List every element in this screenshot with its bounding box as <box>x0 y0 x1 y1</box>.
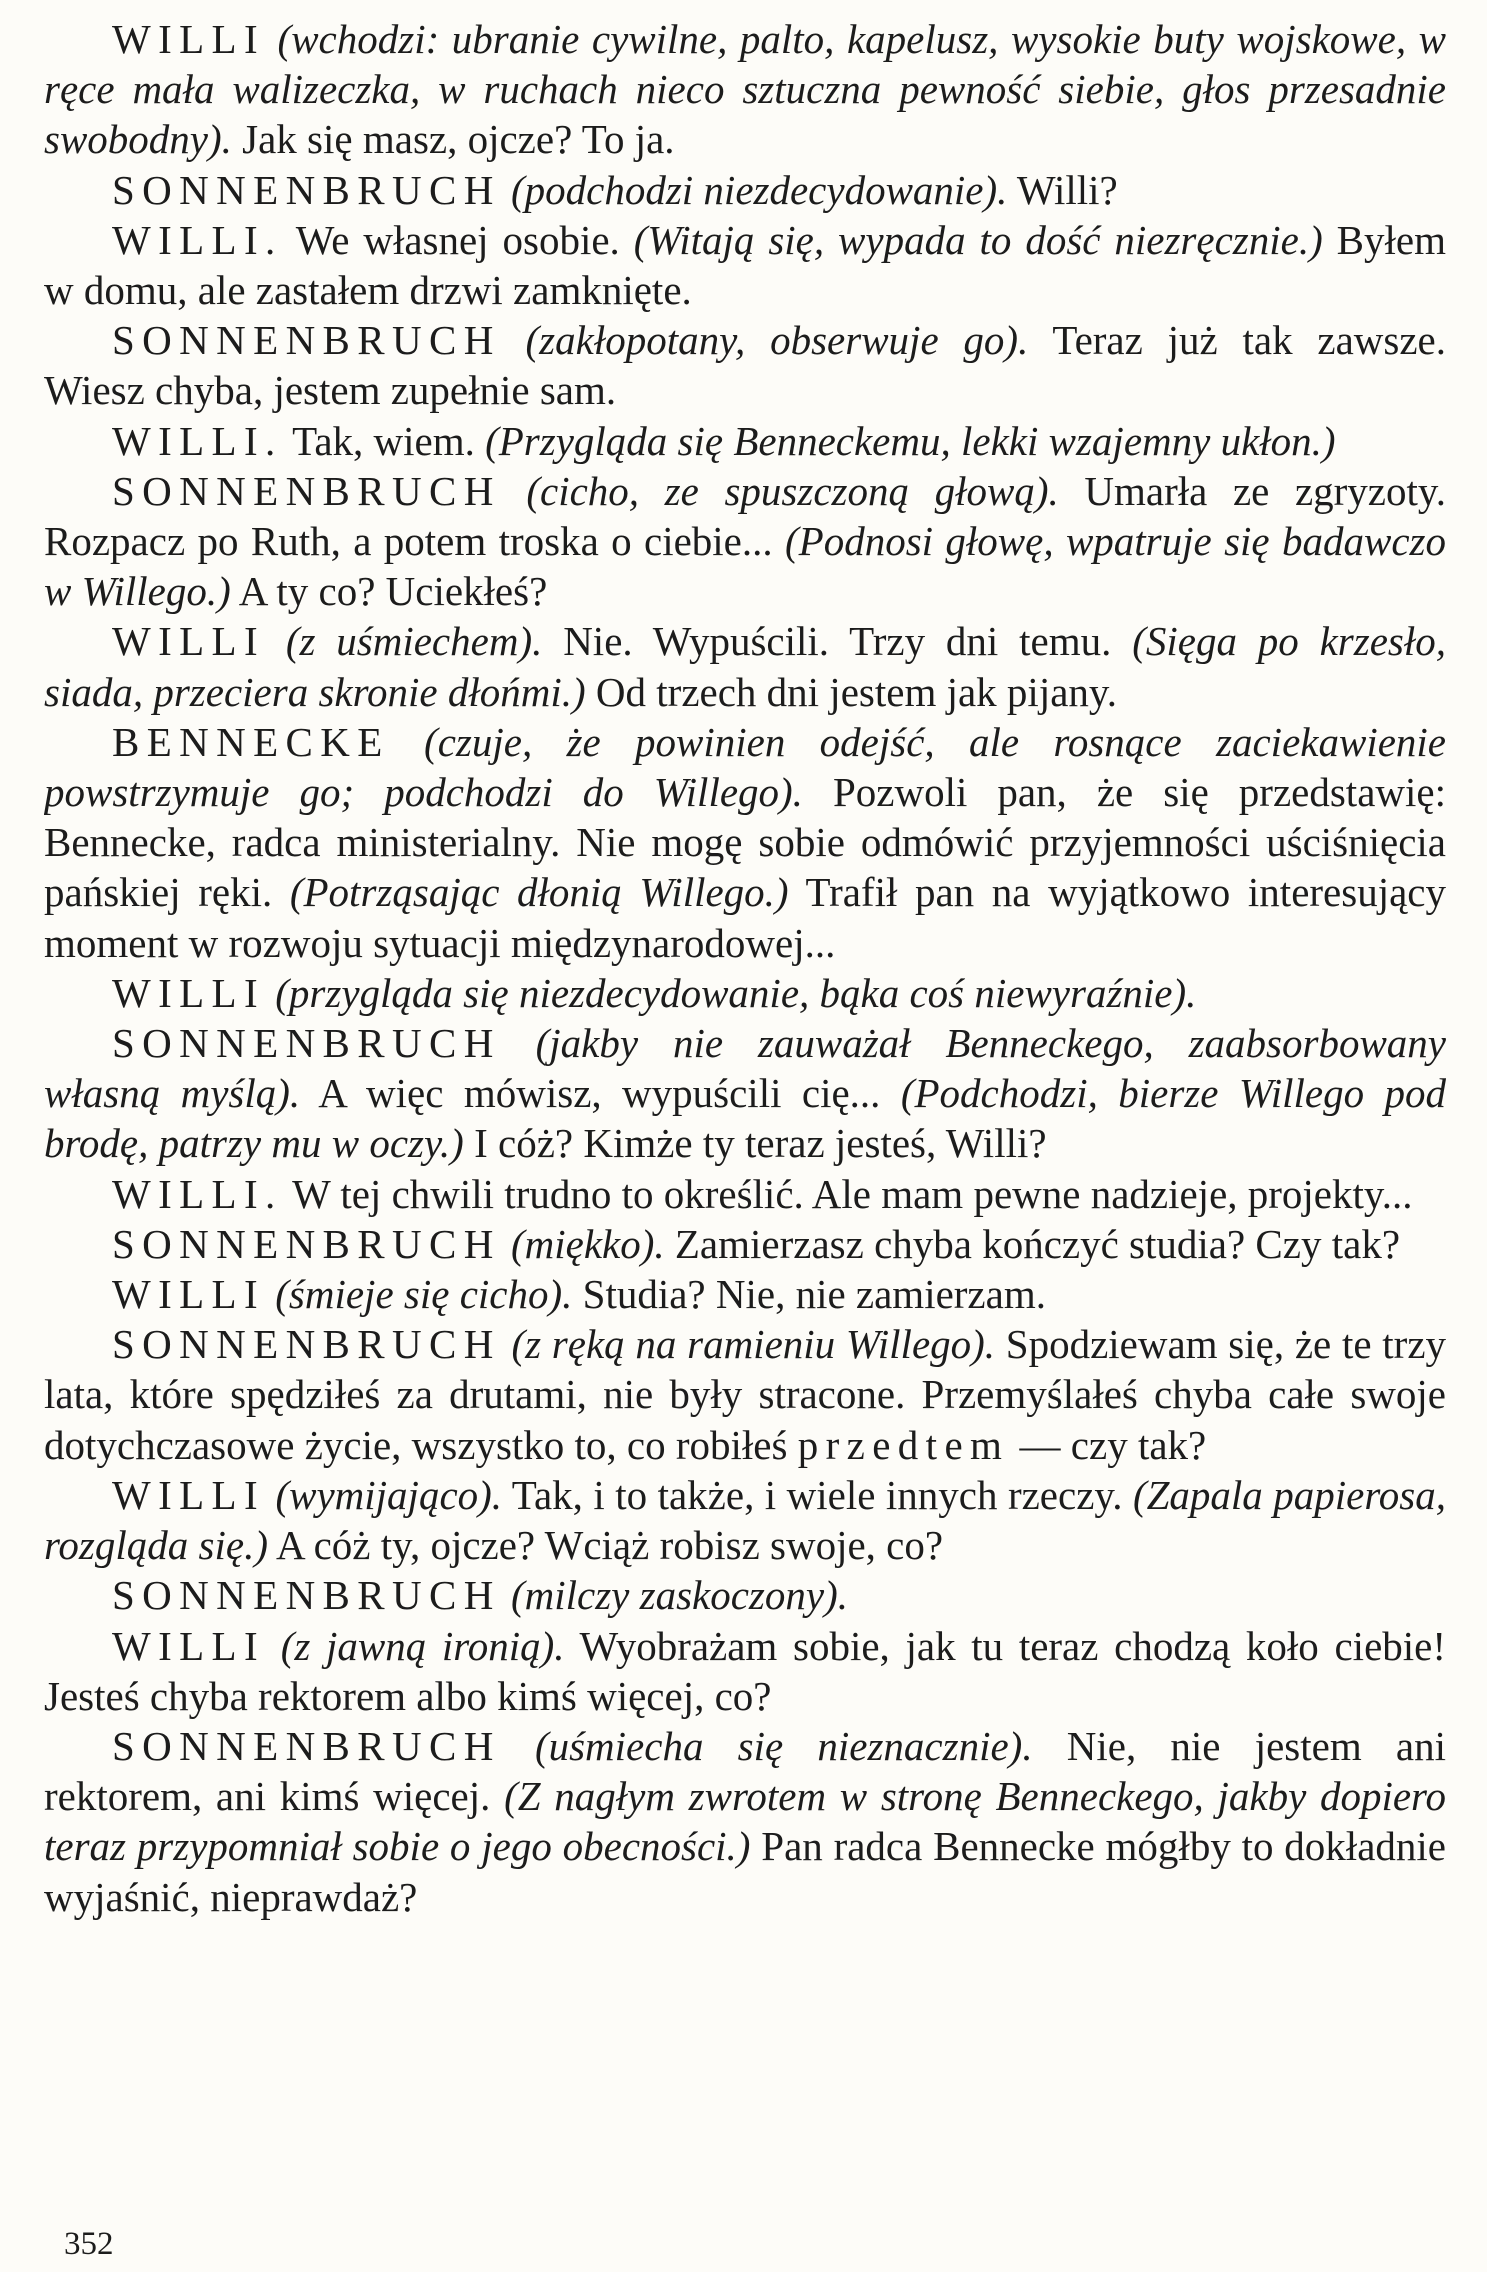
dialogue-paragraph <box>44 315 1446 415</box>
speaker-name: BENNECKE <box>112 718 390 765</box>
stage-direction: (cicho, ze spuszczoną głową). <box>526 467 1059 514</box>
dialogue-text: Pan radca Bennecke mógłby to dokładnie wyjaśnić, nieprawdaż? <box>44 1823 1446 1920</box>
stage-direction: (Witają się, wypada to dość niezręcznie.) <box>633 216 1323 263</box>
dialogue-paragraph <box>44 165 1446 215</box>
speaker-name: SONNENBRUCH <box>112 166 501 213</box>
dialogue-paragraph <box>44 1319 1446 1470</box>
speaker-name: SONNENBRUCH <box>112 1722 501 1769</box>
dialogue-paragraph <box>44 1621 1446 1721</box>
dialogue-text: Tak, i to także, i wiele innych rzeczy. <box>502 1471 1133 1518</box>
stage-direction: (Podnosi głowę, wpatruje się badawczo w Willego.) <box>44 518 1446 615</box>
dialogue-text: W tej chwili trudno to określić. Ale mam pewne nadzieje, projekty... <box>282 1170 1413 1217</box>
dialogue-text <box>390 719 424 765</box>
dialogue-paragraph <box>44 1018 1446 1169</box>
dialogue-text <box>501 468 527 514</box>
dialogue-text: Zamierzasz chyba kończyć studia? Czy tak? <box>664 1220 1401 1267</box>
page-body <box>44 14 1446 2174</box>
dialogue-text <box>265 16 278 62</box>
dialogue-paragraph <box>44 1219 1446 1269</box>
stage-direction: (Przygląda się Benneckemu, lekki wzajemny ukłon.) <box>485 417 1336 464</box>
dialogue-text: — czy tak? <box>1009 1421 1207 1468</box>
stage-direction: (milczy zaskoczony). <box>510 1572 848 1619</box>
stage-direction: (przygląda się niezdecydowanie, bąka coś niewyraźnie). <box>275 969 1197 1016</box>
dialogue-text: I cóż? Kimże ty teraz jesteś, Willi? <box>463 1120 1047 1167</box>
speaker-name: WILLI. <box>112 216 283 263</box>
speaker-name: WILLI <box>112 1271 265 1318</box>
speaker-name: SONNENBRUCH <box>112 1020 501 1067</box>
dialogue-paragraph <box>44 14 1446 165</box>
speaker-name: SONNENBRUCH <box>112 467 501 514</box>
dialogue-text: Willi? <box>1007 166 1118 213</box>
stage-direction: (wymijająco). <box>275 1471 503 1518</box>
stage-direction: (czuje, że powinien odejść, ale rosnące zaciekawienie powstrzymuje go; podchodzi do Willego). <box>44 718 1446 816</box>
dialogue-text: Nie, nie jestem ani rektorem, ani kimś więcej. <box>44 1722 1446 1820</box>
speaker-name: WILLI. <box>112 417 283 464</box>
speaker-name: SONNENBRUCH <box>112 1220 501 1267</box>
dialogue-paragraph <box>44 1470 1446 1570</box>
speaker-name: SONNENBRUCH <box>112 317 501 364</box>
dialogue-text <box>265 1623 281 1669</box>
dialogue-text: Trafił pan na wyjątkowo interesujący moment w rozwoju sytuacji międzynarodowej... <box>44 869 1446 966</box>
dialogue-paragraph <box>44 1169 1446 1219</box>
dialogue-paragraph <box>44 616 1446 716</box>
dialogue-text: Byłem w domu, ale zastałem drzwi zamknięte. <box>44 216 1446 314</box>
dialogue-text: A ty co? Uciekłeś? <box>230 568 548 615</box>
dialogue-text: Tak, wiem. <box>282 417 486 464</box>
dialogue-text <box>501 167 511 213</box>
stage-direction: (śmieje się cicho). <box>275 1271 573 1318</box>
dialogue-paragraph <box>44 1269 1446 1319</box>
dialogue-text <box>265 1271 275 1317</box>
dialogue-text <box>265 970 275 1016</box>
dialogue-text: We własnej osobie. <box>282 216 634 263</box>
stage-direction: (podchodzi niezdecydowanie). <box>510 166 1008 213</box>
dialogue-text: Jak się masz, ojcze? To ja. <box>231 116 675 163</box>
dialogue-text <box>265 618 286 664</box>
speaker-name: WILLI <box>112 16 265 62</box>
dialogue-paragraph <box>44 1721 1446 1922</box>
dialogue-paragraph <box>44 968 1446 1018</box>
dialogue-text: A cóż ty, ojcze? Wciąż robisz swoje, co? <box>267 1522 944 1569</box>
dialogue-text <box>265 1472 275 1518</box>
dialogue-text: Wyobrażam sobie, jak tu teraz chodzą koło ciebie! Jesteś chyba rektorem albo kimś więcej, co? <box>44 1622 1446 1719</box>
dialogue-text <box>501 1020 536 1066</box>
stage-direction: (Potrząsając dłonią Willego.) <box>289 869 789 916</box>
dialogue-text <box>501 1221 511 1267</box>
stage-direction: (Zapala papierosa, rozgląda się.) <box>44 1471 1446 1569</box>
speaker-name: SONNENBRUCH <box>112 1321 501 1368</box>
speaker-name: WILLI <box>112 1622 265 1669</box>
dialogue-text: Teraz już tak zawsze. Wiesz chyba, jestem zupełnie sam. <box>44 317 1446 414</box>
stage-direction: (z uśmiechem). <box>285 618 543 665</box>
dialogue-paragraph <box>44 717 1446 968</box>
dialogue-text <box>501 317 526 363</box>
dialogue-text: Pozwoli pan, że się przedstawię: Bennecke, radca ministerialny. Nie mogę sobie odmówić przyjemności uściśnięcia pańskiej ręki. <box>44 769 1446 916</box>
dialogue-text <box>501 1723 535 1769</box>
speaker-name: WILLI <box>112 618 265 665</box>
speaker-name: WILLI. <box>112 1170 283 1217</box>
stage-direction: (miękko). <box>510 1220 665 1267</box>
stage-direction: (Podchodzi, bierze Willego pod brodę, patrzy mu w oczy.) <box>44 1070 1446 1167</box>
page-number: 352 <box>64 2226 114 2262</box>
dialogue-text: A więc mówisz, wypuścili cię... <box>300 1070 901 1117</box>
speaker-name: SONNENBRUCH <box>112 1572 501 1619</box>
stage-direction: (Sięga po krzesło, siada, przeciera skronie dłońmi.) <box>44 618 1446 715</box>
spaced-emphasis: przedtem <box>797 1421 1010 1468</box>
dialogue-paragraph <box>44 416 1446 466</box>
dialogue-text <box>501 1572 511 1618</box>
dialogue-paragraph <box>44 215 1446 315</box>
dialogue-text <box>501 1321 512 1367</box>
stage-direction: (zakłopotany, obserwuje go). <box>525 317 1029 364</box>
stage-direction: (wchodzi: ubranie cywilne, palto, kapelusz, wysokie buty wojskowe, w ręce mała walizeczka, w ruchach nieco sztuczna pewność siebie, głos przesadnie swobodny). <box>44 16 1446 163</box>
dialogue-text: Studia? Nie, nie zamierzam. <box>572 1271 1046 1318</box>
dialogue-text: Spodziewam się, że te trzy lata, które spędziłeś za drutami, nie były stracone. Przemyślałeś chyba całe swoje dotychczasowe życie, wszystko to, co robiłeś <box>44 1321 1446 1468</box>
dialogue-text: Nie. Wypuścili. Trzy dni temu. <box>542 618 1133 665</box>
speaker-name: WILLI <box>112 1471 265 1518</box>
dialogue-paragraph <box>44 1570 1446 1620</box>
dialogue-text: Umarła ze zgryzoty. Rozpacz po Ruth, a potem troska o ciebie... <box>44 467 1446 565</box>
stage-direction: (jakby nie zauważał Benneckego, zaabsorbowany własną myślą). <box>44 1020 1446 1117</box>
dialogue-text: Od trzech dni jestem jak pijany. <box>585 668 1117 715</box>
stage-direction: (z ręką na ramieniu Willego). <box>511 1321 996 1368</box>
speaker-name: WILLI <box>112 969 265 1016</box>
stage-direction: (uśmiecha się nieznacznie). <box>534 1722 1033 1769</box>
stage-direction: (z jawną ironią). <box>280 1622 565 1669</box>
dialogue-paragraph <box>44 466 1446 617</box>
stage-direction: (Z nagłym zwrotem w stronę Benneckego, jakby dopiero teraz przypomniał sobie o jego obecności.) <box>44 1773 1446 1870</box>
